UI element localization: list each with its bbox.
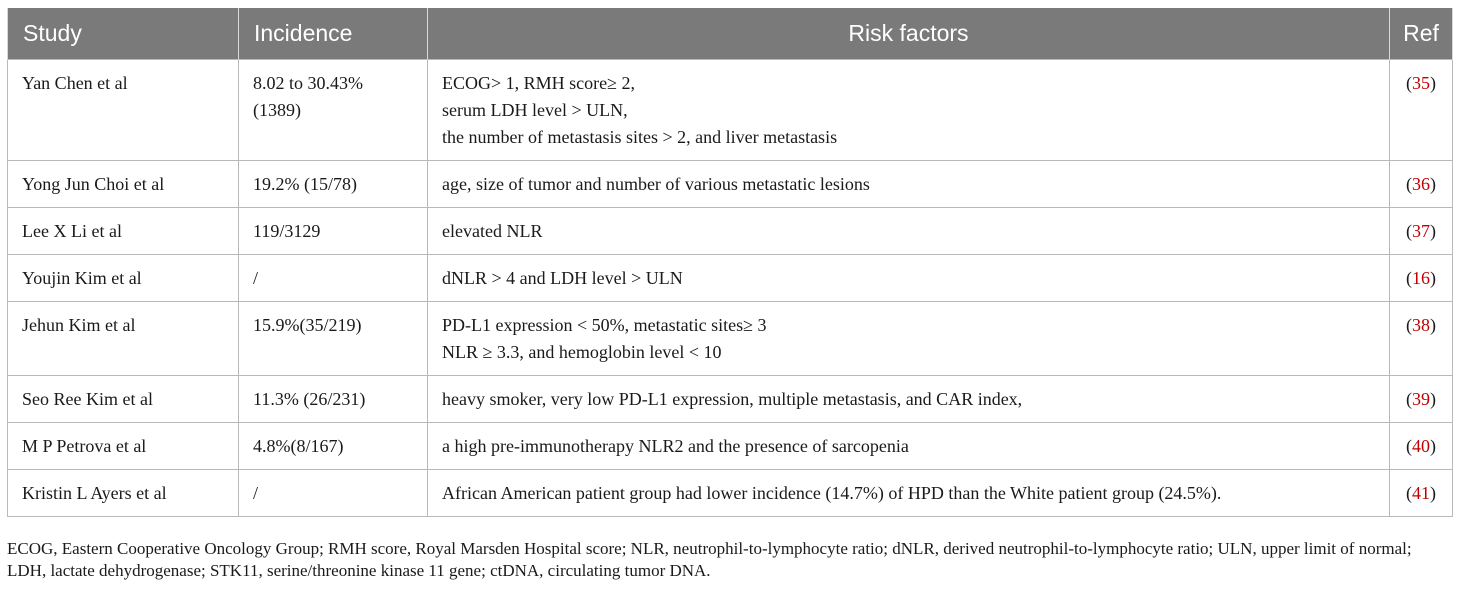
- incidence-line: 15.9%(35/219): [253, 315, 362, 335]
- cell-study: Lee X Li et al: [8, 208, 239, 255]
- cell-incidence: [239, 302, 428, 376]
- table-row: [8, 255, 1453, 302]
- risk-factor-line: PD-L1 expression < 50%, metastatic sites≥ 3: [442, 315, 767, 335]
- cell-study: Youjin Kim et al: [8, 255, 239, 302]
- cell-study: Yan Chen et al: [8, 60, 239, 161]
- table-row: [8, 208, 1453, 255]
- table-body: [8, 60, 1453, 517]
- ref-close-paren: ): [1430, 315, 1436, 335]
- reference-link[interactable]: 35: [1412, 73, 1430, 93]
- cell-study: Seo Ree Kim et al: [8, 376, 239, 423]
- cell-risk-factors: [428, 376, 1390, 423]
- ref-open-paren: (: [1406, 436, 1412, 456]
- cell-ref: [1390, 60, 1453, 161]
- cell-study: Jehun Kim et al: [8, 302, 239, 376]
- reference-link[interactable]: 38: [1412, 315, 1430, 335]
- ref-close-paren: ): [1430, 389, 1436, 409]
- incidence-line: 4.8%(8/167): [253, 436, 344, 456]
- ref-close-paren: ): [1430, 436, 1436, 456]
- incidence-line: 8.02 to 30.43%: [253, 73, 363, 93]
- risk-factor-line: African American patient group had lower incidence (14.7%) of HPD than the White patient group (24.5%).: [442, 483, 1222, 503]
- table-row: [8, 376, 1453, 423]
- reference-link[interactable]: 36: [1412, 174, 1430, 194]
- cell-incidence: [239, 376, 428, 423]
- ref-open-paren: (: [1406, 73, 1412, 93]
- cell-ref: [1390, 302, 1453, 376]
- risk-factor-line: ECOG> 1, RMH score≥ 2,: [442, 73, 636, 93]
- reference-link[interactable]: 39: [1412, 389, 1430, 409]
- ref-open-paren: (: [1406, 221, 1412, 241]
- reference-link[interactable]: 40: [1412, 436, 1430, 456]
- cell-incidence: [239, 255, 428, 302]
- incidence-line: (1389): [253, 100, 301, 120]
- risk-factor-line: elevated NLR: [442, 221, 543, 241]
- header-risk-factors: Risk factors: [428, 8, 1390, 60]
- table-row: [8, 161, 1453, 208]
- table-header: [8, 8, 1453, 60]
- reference-link[interactable]: 41: [1412, 483, 1430, 503]
- cell-ref: [1390, 423, 1453, 470]
- cell-ref: [1390, 208, 1453, 255]
- table-container: [7, 8, 1452, 517]
- cell-ref: [1390, 376, 1453, 423]
- reference-link[interactable]: 16: [1412, 268, 1430, 288]
- cell-risk-factors: [428, 161, 1390, 208]
- ref-open-paren: (: [1406, 174, 1412, 194]
- ref-open-paren: (: [1406, 268, 1412, 288]
- risk-factor-line: NLR ≥ 3.3, and hemoglobin level < 10: [442, 342, 722, 362]
- cell-ref: [1390, 470, 1453, 517]
- cell-risk-factors: [428, 423, 1390, 470]
- hpd-risk-factors-table: [7, 8, 1453, 517]
- incidence-line: /: [253, 268, 259, 288]
- header-ref: Ref: [1390, 8, 1453, 60]
- risk-factor-line: heavy smoker, very low PD-L1 expression, multiple metastasis, and CAR index,: [442, 389, 1023, 409]
- cell-incidence: [239, 423, 428, 470]
- table-row: [8, 60, 1453, 161]
- reference-link[interactable]: 37: [1412, 221, 1430, 241]
- cell-risk-factors: [428, 60, 1390, 161]
- table-row: [8, 423, 1453, 470]
- header-study: Study: [8, 8, 239, 60]
- cell-incidence: [239, 208, 428, 255]
- cell-risk-factors: [428, 255, 1390, 302]
- ref-close-paren: ): [1430, 268, 1436, 288]
- ref-close-paren: ): [1430, 483, 1436, 503]
- ref-close-paren: ): [1430, 221, 1436, 241]
- cell-risk-factors: [428, 302, 1390, 376]
- incidence-line: 119/3129: [253, 221, 321, 241]
- table-footnote: ECOG, Eastern Cooperative Oncology Group; RMH score, Royal Marsden Hospital score; NLR, neutrophil-to-lymphocyte ratio; dNLR, derived neutrophil-to-lymphocyte ratio; ULN, upper limit of normal; LDH, lactate dehydrogenase; STK11, serine/threonine kinase 11 gene; ctDNA, circulating tumor DNA.: [7, 539, 1412, 580]
- risk-factor-line: serum LDH level > ULN,: [442, 100, 628, 120]
- ref-close-paren: ): [1430, 174, 1436, 194]
- cell-incidence: [239, 470, 428, 517]
- risk-factor-line: dNLR > 4 and LDH level > ULN: [442, 268, 683, 288]
- table-row: [8, 470, 1453, 517]
- cell-study: M P Petrova et al: [8, 423, 239, 470]
- incidence-line: 11.3% (26/231): [253, 389, 366, 409]
- cell-study: Kristin L Ayers et al: [8, 470, 239, 517]
- ref-close-paren: ): [1430, 73, 1436, 93]
- table-row: [8, 302, 1453, 376]
- cell-study: Yong Jun Choi et al: [8, 161, 239, 208]
- risk-factor-line: a high pre-immunotherapy NLR2 and the presence of sarcopenia: [442, 436, 909, 456]
- cell-ref: [1390, 161, 1453, 208]
- cell-incidence: [239, 60, 428, 161]
- incidence-line: 19.2% (15/78): [253, 174, 357, 194]
- cell-ref: [1390, 255, 1453, 302]
- cell-risk-factors: [428, 208, 1390, 255]
- risk-factor-line: the number of metastasis sites > 2, and liver metastasis: [442, 127, 838, 147]
- ref-open-paren: (: [1406, 483, 1412, 503]
- header-row: [8, 8, 1453, 60]
- risk-factor-line: age, size of tumor and number of various metastatic lesions: [442, 174, 870, 194]
- ref-open-paren: (: [1406, 389, 1412, 409]
- cell-risk-factors: [428, 470, 1390, 517]
- cell-incidence: [239, 161, 428, 208]
- ref-open-paren: (: [1406, 315, 1412, 335]
- incidence-line: /: [253, 483, 259, 503]
- header-incidence: Incidence: [239, 8, 428, 60]
